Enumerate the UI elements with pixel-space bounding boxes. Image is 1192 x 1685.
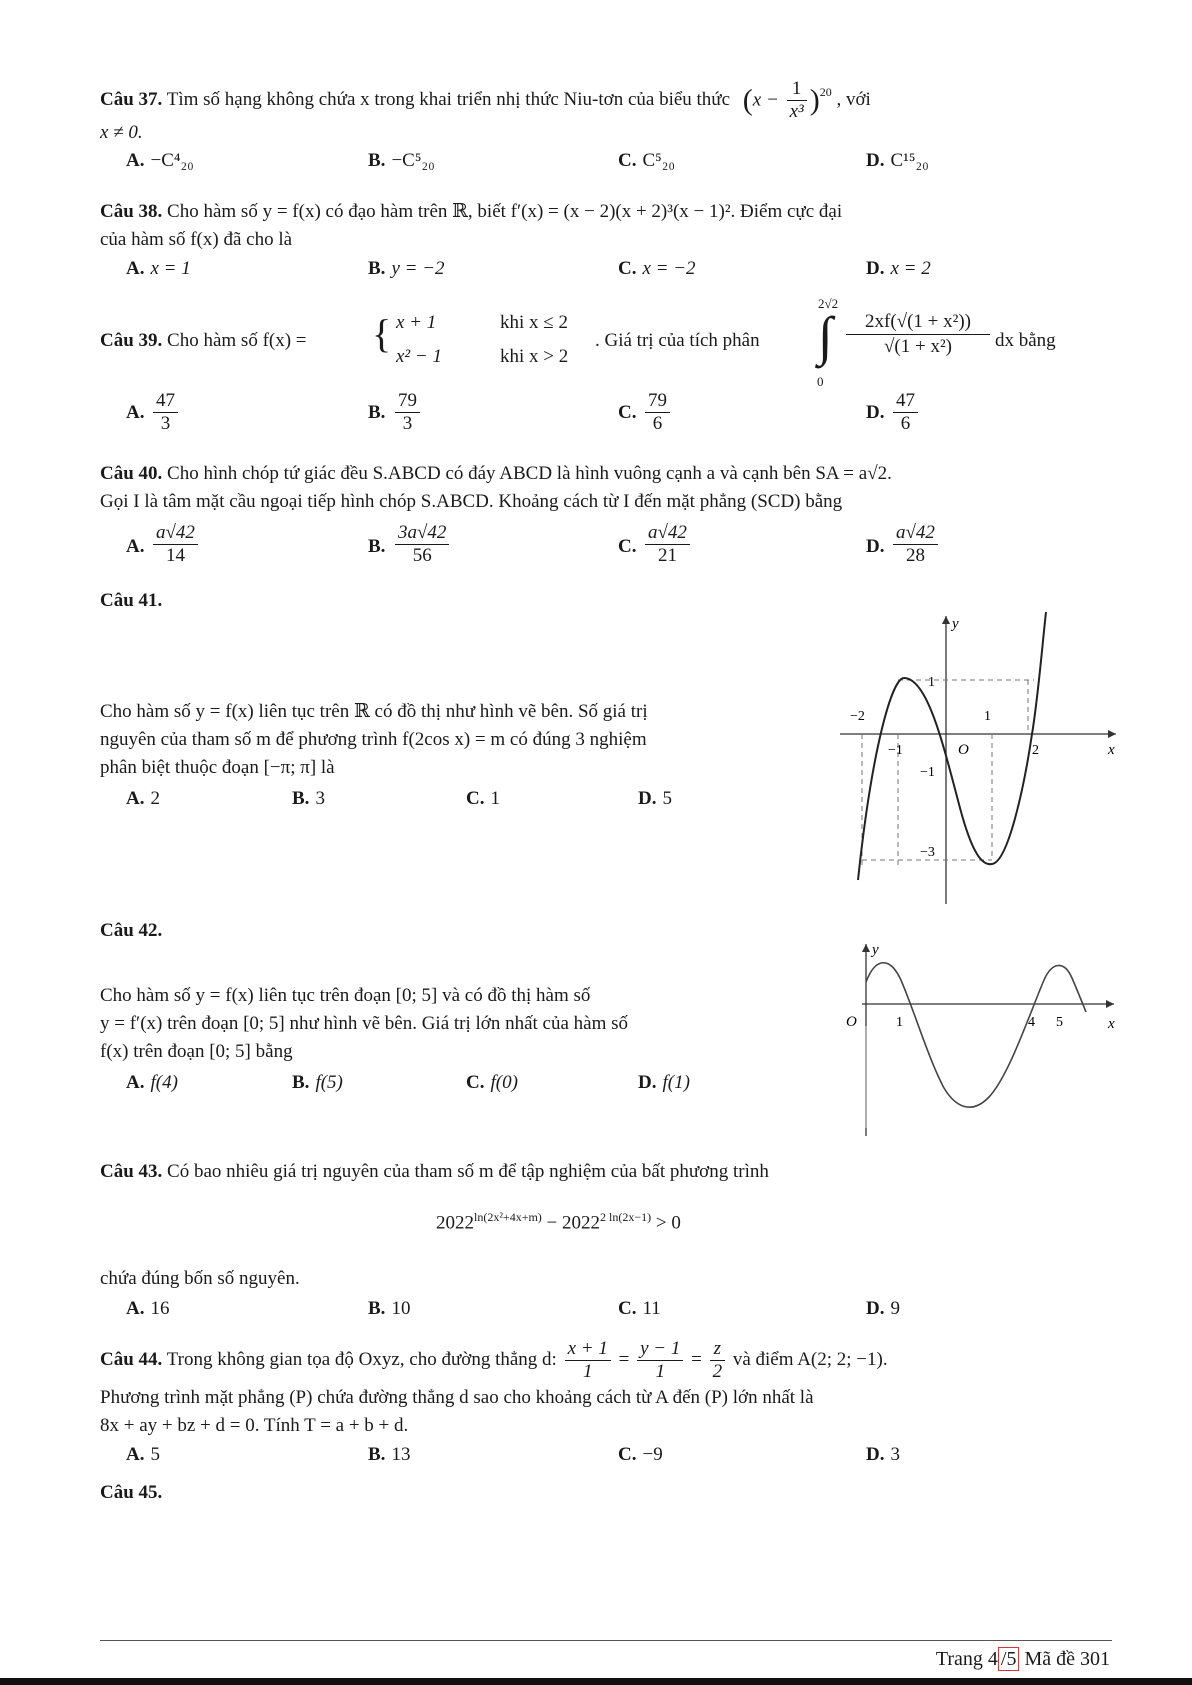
option-b[interactable]: B. xyxy=(368,402,386,423)
option-c[interactable]: C. −9 xyxy=(618,1444,663,1465)
y-label: y xyxy=(872,942,879,958)
option-b[interactable]: B. 3 xyxy=(292,788,325,809)
question-line-1: Cho hình chóp tứ giác đều S.ABCD có đáy ABCD là hình vuông cạnh a và cạnh bên SA = a√2. xyxy=(167,463,892,484)
page-footer xyxy=(936,1648,1110,1671)
question-41-label: Câu 41. xyxy=(100,590,163,611)
piecewise-case-1: x + 1 xyxy=(396,312,437,333)
option-d-value: $\frac{47}{6}$ xyxy=(890,390,921,435)
question-40 xyxy=(100,460,1112,516)
option-c-value: $\frac{a√42}{21}$ xyxy=(642,522,693,567)
option-a-value: $\frac{a√42}{14}$ xyxy=(150,522,201,567)
option-d[interactable]: D. 9 xyxy=(866,1298,900,1319)
option-b[interactable]: B. f(5) xyxy=(292,1072,343,1093)
option-b-value: $\frac{3a√42}{56}$ xyxy=(392,522,452,567)
question-39-intro: Câu 39. Cho hàm số f(x) = xyxy=(100,330,307,351)
option-a[interactable]: A. 2 xyxy=(126,788,160,809)
tick-x-minus-1: −1 xyxy=(888,743,903,758)
footer-code: Mã đề 301 xyxy=(1019,1648,1110,1670)
option-c-value: $\frac{79}{6}$ xyxy=(642,390,673,435)
tick-y-minus-3: −3 xyxy=(920,845,935,860)
integrand-denominator: √(1 + x²) xyxy=(884,336,952,357)
option-d[interactable]: D. x = 2 xyxy=(866,258,931,279)
tick-4: 4 xyxy=(1028,1015,1035,1030)
integral-upper-bound: 2√2 xyxy=(818,296,839,311)
tick-5: 5 xyxy=(1056,1015,1063,1030)
option-d[interactable]: D. C¹⁵₂₀ xyxy=(866,150,929,171)
question-38 xyxy=(100,198,1112,254)
integral-sign: ∫ xyxy=(818,306,833,366)
question-line-3: 8x + ay + bz + d = 0. Tính T = a + b + d. xyxy=(100,1415,409,1436)
option-d[interactable]: D. xyxy=(866,536,885,557)
question-tail: , với xyxy=(836,88,871,110)
question-line-2: Phương trình mặt phẳng (P) chứa đường thẳng d sao cho khoảng cách từ A đến (P) lớn nhất là xyxy=(100,1387,814,1408)
option-c[interactable]: C. x = −2 xyxy=(618,258,696,279)
fraction-numerator: 1 xyxy=(787,78,807,101)
question-line-3: f(x) trên đoạn [0; 5] bằng xyxy=(100,1041,293,1062)
x-label: x xyxy=(1108,742,1115,758)
question-line-1: Có bao nhiêu giá trị nguyên của tham số m để tập nghiệm của bất phương trình xyxy=(167,1161,769,1182)
question-line-2: nguyên của tham số m để phương trình f(2cos x) = m có đúng 3 nghiệm xyxy=(100,729,647,750)
option-b[interactable]: B. 13 xyxy=(368,1444,411,1465)
question-label: Câu 40. xyxy=(100,463,163,484)
option-b[interactable]: B. −C⁵₂₀ xyxy=(368,150,435,171)
x-label: x xyxy=(1108,1016,1115,1032)
y-label: y xyxy=(952,616,959,632)
tick-1: 1 xyxy=(896,1015,903,1030)
footer-total: /5 xyxy=(998,1647,1020,1671)
option-b-value: $\frac{79}{3}$ xyxy=(392,390,423,435)
bottom-edge xyxy=(0,1678,1192,1685)
question-43 xyxy=(100,1158,1112,1186)
option-a[interactable]: A. xyxy=(126,402,145,423)
integrand-numerator: 2xf(√(1 + x²)) xyxy=(846,310,990,335)
derivative-curve xyxy=(866,963,1086,1107)
exponent: 20 xyxy=(819,85,832,99)
cubic-function-graph xyxy=(832,608,1122,908)
option-a[interactable]: A. xyxy=(126,536,145,557)
tick-x-1: 1 xyxy=(984,709,991,724)
question-37-options xyxy=(126,150,1046,184)
question-42 xyxy=(100,982,806,1066)
piecewise-case-2-condition: khi x > 2 xyxy=(500,346,569,367)
question-44-line-1: Câu 44. Trong không gian tọa độ Oxyz, cho đường thẳng d: $\frac{x + 1}{1}$ = $\frac{y - 1}{1}$ = $\frac{z}{2}$ và điểm A(2; 2; −1). xyxy=(100,1338,888,1382)
function-curve xyxy=(858,612,1046,880)
question-line-2: của hàm số f(x) đã cho là xyxy=(100,229,293,250)
question-42-label: Câu 42. xyxy=(100,920,163,941)
origin-label: O xyxy=(846,1014,857,1030)
option-d[interactable]: D. f(1) xyxy=(638,1072,690,1093)
question-label: Câu 43. xyxy=(100,1161,163,1182)
fraction-denominator: x³ xyxy=(789,101,804,122)
question-line-1: Cho hàm số y = f(x) có đạo hàm trên ℝ, biết f′(x) = (x − 2)(x + 2)³(x − 1)². Điểm cực đại xyxy=(167,201,843,222)
question-45-label: Câu 45. xyxy=(100,1482,163,1503)
tick-y-1: 1 xyxy=(928,675,935,690)
option-c[interactable]: C. 1 xyxy=(466,788,500,809)
question-37-condition: x ≠ 0. xyxy=(100,122,143,143)
question-44 xyxy=(100,1384,1112,1440)
option-a[interactable]: A. 5 xyxy=(126,1444,160,1465)
x-axis-arrow xyxy=(1108,730,1116,738)
question-text: Tìm số hạng không chứa x trong khai triển nhị thức Niu-tơn của biểu thức xyxy=(166,88,731,110)
option-b[interactable]: B. xyxy=(368,536,386,557)
question-44-options xyxy=(126,1444,1046,1478)
inequality: $2022^{ln(2x^2+4x+m)} - 2022^{2 ln(2x-1)} > 0$ xyxy=(436,1210,681,1234)
x-axis-arrow xyxy=(1106,1000,1114,1008)
question-43-line-3: chứa đúng bốn số nguyên. xyxy=(100,1268,300,1289)
option-c[interactable]: C. xyxy=(618,402,637,423)
y-axis-arrow xyxy=(942,616,950,624)
question-43-options xyxy=(126,1298,1046,1332)
question-line-2: y = f′(x) trên đoạn [0; 5] như hình vẽ bên. Giá trị lớn nhất của hàm số xyxy=(100,1013,629,1034)
question-line-3: phân biệt thuộc đoạn [−π; π] là xyxy=(100,757,335,778)
derivative-graph xyxy=(832,938,1122,1138)
integral-lower-bound: 0 xyxy=(817,374,824,389)
option-c[interactable]: C. C⁵₂₀ xyxy=(618,150,676,171)
question-37 xyxy=(100,78,1112,123)
y-axis-arrow xyxy=(862,944,870,952)
piecewise-case-2: x² − 1 xyxy=(396,346,442,367)
question-38-options xyxy=(126,258,1046,292)
exponent-2: 2 ln(2x−1) xyxy=(600,1210,652,1224)
question-label: Câu 38. xyxy=(100,201,163,222)
footer-page: Trang 4 xyxy=(935,1648,998,1670)
option-c[interactable]: C. 11 xyxy=(618,1298,661,1319)
option-a[interactable]: A. x = 1 xyxy=(126,258,191,279)
option-b[interactable]: B. 10 xyxy=(368,1298,411,1319)
question-line-1: Cho hàm số y = f(x) liên tục trên đoạn [0; 5] và có đồ thị hàm số xyxy=(100,985,591,1006)
option-c[interactable]: C. xyxy=(618,536,637,557)
question-40-options xyxy=(126,522,1046,582)
integrand xyxy=(846,310,990,359)
option-a[interactable]: A. −C⁴₂₀ xyxy=(126,150,194,171)
piecewise-brace: { xyxy=(372,311,392,356)
footer-divider xyxy=(100,1640,1112,1641)
question-39-tail: dx bằng xyxy=(995,330,1056,351)
piecewise-case-1-condition: khi x ≤ 2 xyxy=(500,312,568,333)
question-39-options xyxy=(126,390,1046,446)
option-b[interactable]: B. y = −2 xyxy=(368,258,445,279)
question-41 xyxy=(100,698,820,782)
origin-label: O xyxy=(958,742,969,758)
question-line-1: Cho hàm số y = f(x) liên tục trên ℝ có đồ thị như hình vẽ bên. Số giá trị xyxy=(100,701,648,722)
question-line-2: Gọi I là tâm mặt cầu ngoại tiếp hình chóp S.ABCD. Khoảng cách từ I đến mặt phẳng (SCD) bằng xyxy=(100,491,843,512)
option-d[interactable]: D. 3 xyxy=(866,1444,900,1465)
option-d-value: $\frac{a√42}{28}$ xyxy=(890,522,941,567)
question-label: Câu 37. xyxy=(100,88,163,110)
binomial-expression: (x − $\frac{1}{\text{x³}}$ )$^{20}$ xyxy=(742,78,832,122)
option-a[interactable]: A. f(4) xyxy=(126,1072,178,1093)
option-c[interactable]: C. f(0) xyxy=(466,1072,518,1093)
option-d[interactable]: D. 5 xyxy=(638,788,672,809)
tick-x-minus-2: −2 xyxy=(850,709,865,724)
option-a-value: $\frac{47}{3}$ xyxy=(150,390,181,435)
question-39-mid: . Giá trị của tích phân xyxy=(595,330,760,351)
tick-x-2: 2 xyxy=(1032,743,1039,758)
exponent-1: ln(2x²+4x+m) xyxy=(474,1210,542,1224)
option-a[interactable]: A. 16 xyxy=(126,1298,170,1319)
tick-y-minus-1: −1 xyxy=(920,765,935,780)
option-d[interactable]: D. xyxy=(866,402,885,423)
